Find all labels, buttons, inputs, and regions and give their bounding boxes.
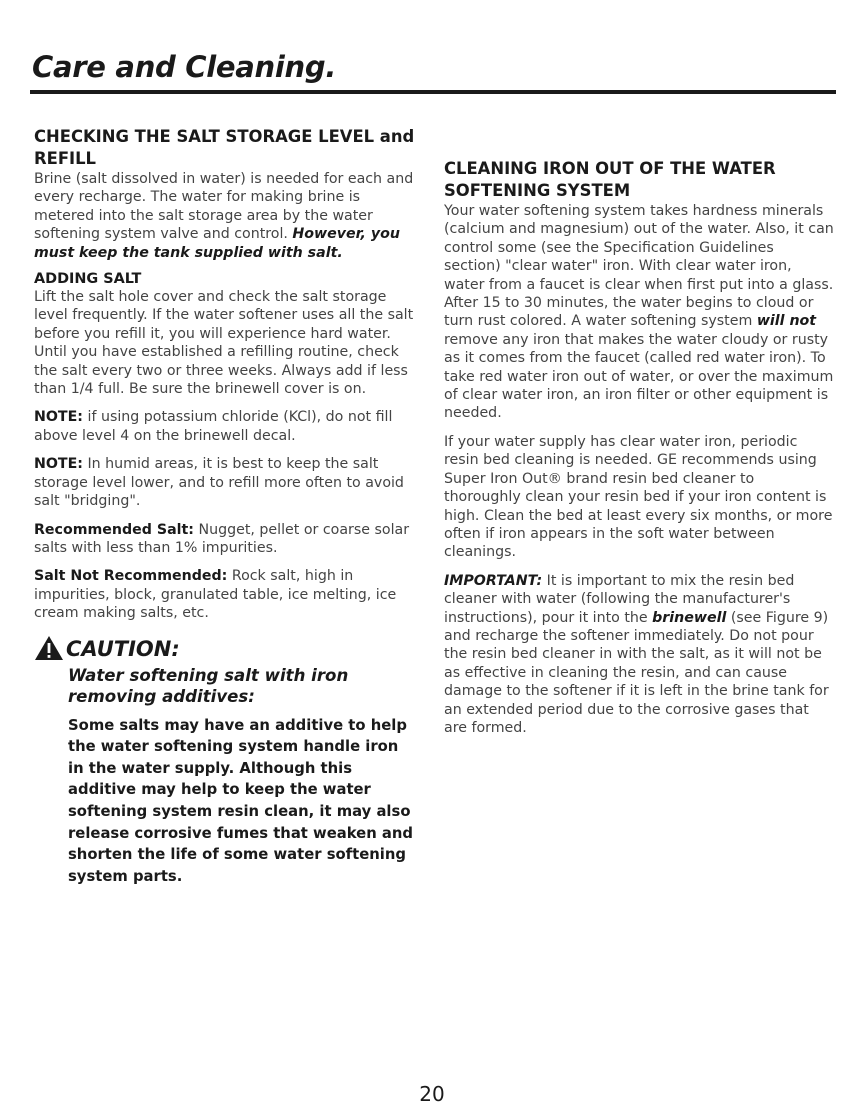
note-humid xyxy=(34,455,418,510)
brine-intro-text: Brine (salt dissolved in water) is needed for each and every recharge. The water for making brine is metered into the salt storage area by the water softening system valve and control. xyxy=(34,171,414,243)
recommended-salt xyxy=(34,521,418,558)
caution-box xyxy=(34,635,418,888)
resin-cleaning-paragraph: If your water supply has clear water iron, periodic resin bed cleaning is needed. GE recommends using Super Iron Out® brand resin bed cleaner to thoroughly clean your resin bed if your iron content is high. Clean the bed at least every six months, or more often if iron appears in the soft water between cleanings. xyxy=(444,433,833,561)
note-text: In humid areas, it is best to keep the salt storage level lower, and to refill more often to avoid salt "bridging". xyxy=(34,456,404,510)
page-number: 20 xyxy=(419,1082,445,1106)
salt-not-recommended-text: Rock salt, high in impurities, block, granulated table, ice melting, ice cream making salts, etc. xyxy=(34,568,397,622)
salt-level-heading: CHECKING THE SALT STORAGE LEVEL and REFILL xyxy=(34,127,415,168)
salt-not-recommended-label: Salt Not Recommended: xyxy=(34,568,228,585)
adding-salt-heading: ADDING SALT xyxy=(34,271,142,288)
iron-cleaning-heading: CLEANING IRON OUT OF THE WATER SOFTENING SYSTEM xyxy=(444,159,776,200)
important-paragraph xyxy=(444,572,834,738)
important-text-a: It is important to mix the resin bed cleaner with water (following the manufacturer's instructions), pour it into the xyxy=(444,572,795,626)
important-label: IMPORTANT: xyxy=(444,572,543,589)
warning-triangle-icon xyxy=(34,635,64,661)
brine-intro-emphasis: However, you must keep the tank supplied with salt. xyxy=(34,226,400,261)
adding-salt-paragraph: Lift the salt hole cover and check the salt storage level frequently. If the water softener uses all the salt before you refill it, you will experience hard water. Until you have established a refilling routine, check the salt every two or three weeks. Always add if less than 1/4 full. Be sure the brinewell cover is on. xyxy=(34,289,414,398)
important-emphasis: brinewell xyxy=(652,609,727,626)
salt-not-recommended xyxy=(34,567,418,622)
recommended-salt-text: Nugget, pellet or coarse solar salts with less than 1% impurities. xyxy=(34,521,410,556)
note-label: NOTE: xyxy=(34,409,83,426)
note-text: if using potassium chloride (KCl), do not fill above level 4 on the brinewell decal. xyxy=(34,409,393,444)
recommended-salt-label: Recommended Salt: xyxy=(34,521,194,538)
right-column xyxy=(444,158,834,737)
title-divider xyxy=(30,90,836,94)
note-label: NOTE: xyxy=(34,456,83,473)
iron-intro-text-a: Your water softening system takes hardness minerals (calcium and magnesium) out of the water. Also, it can control some (see the Specification Guidelines section) "clear water" iron. With clear water iron, water from a faucet is clear when first put into a glass. After 15 to 30 minutes, the water begins to cloud or turn rust colored. A water softening system xyxy=(444,203,834,330)
iron-intro-text-b: remove any iron that makes the water cloudy or rusty as it comes from the faucet (called red water iron). To take red water iron out of water, or over the maximum of clear water iron, an iron filter or other equipment is needed. xyxy=(444,331,834,422)
caution-subtitle: Water softening salt with iron removing additives: xyxy=(68,665,349,706)
important-text-b: (see Figure 9) and recharge the softener immediately. Do not pour the resin bed cleaner in with the salt, as it will not be as effective in cleaning the resin, and can cause damage to the softener if it is left in the brine tank for an extended period due to the corrosive gases that are formed. xyxy=(444,609,829,736)
iron-intro-paragraph xyxy=(444,202,834,423)
caution-body: Some salts may have an additive to help the water softening system handle iron in the water supply. Although this additive may help to keep the water softening system resin clean, it may also release corrosive fumes that weaken and shorten the life of some water softening system parts. xyxy=(68,716,413,885)
caution-label: CAUTION: xyxy=(66,636,180,661)
page-title: Care and Cleaning. xyxy=(32,50,337,84)
caution-header xyxy=(34,635,418,661)
left-column xyxy=(34,126,418,887)
brine-intro-paragraph xyxy=(34,170,418,262)
iron-intro-emphasis: will not xyxy=(756,313,817,330)
note-potassium xyxy=(34,408,418,445)
